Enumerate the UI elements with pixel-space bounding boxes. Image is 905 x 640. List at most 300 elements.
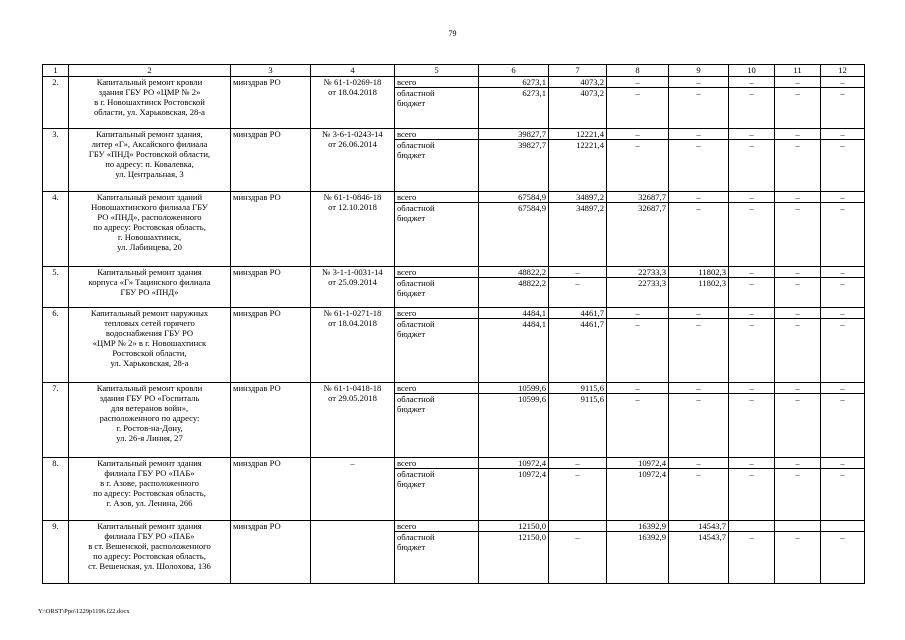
table-row [43,77,865,129]
expertise-doc-line: от 18.04.2018 [328,318,377,328]
value-line: – [749,140,754,150]
funding-source-line: бюджет [397,479,426,489]
value-line: – [775,383,820,394]
object-name-line: Капитальный ремонт здания [97,267,202,277]
funding-source-line: всего [395,383,478,394]
value-cell-c7 [549,383,607,458]
value-cell-c10 [729,521,775,584]
value-cell-c11 [775,383,821,458]
value-line: – [775,192,820,203]
value-cell-c6 [479,192,549,267]
object-name-line: ул. Лабинцева, 20 [117,242,182,252]
value-cell-c7 [549,458,607,521]
value-line: – [696,319,701,329]
value-line: – [575,469,580,479]
value-cell-c12 [821,77,865,129]
value-line: – [821,129,864,140]
value-line: – [821,308,864,319]
value-line: – [696,394,701,404]
value-line: – [840,319,845,329]
row-number: 8. [43,458,69,521]
value-line: – [840,278,845,288]
object-name-line: в г. Азове, расположенного [100,478,199,488]
value-line: 10599,6 [518,394,546,404]
value-cell-c8 [607,308,669,383]
value-cell-c12 [821,192,865,267]
value-line: 34897,2 [549,192,606,203]
value-line: – [607,77,668,88]
value-line: – [775,458,820,469]
object-name-line: области, ул. Харьковская, 28-а [93,107,205,117]
value-line: – [607,308,668,319]
funding-source-line: областной [397,469,435,479]
page-number: 79 [448,29,457,38]
value-cell-c8 [607,521,669,584]
value-line: 67584,9 [518,203,546,213]
funding-source-line: областной [397,203,435,213]
value-line: – [729,458,774,469]
value-cell-c6 [479,77,549,129]
value-line: – [729,129,774,140]
value-line: – [669,458,728,469]
object-name [69,458,231,521]
value-cell-c10 [729,77,775,129]
value-cell-c7 [549,77,607,129]
value-line: 6273,1 [522,88,546,98]
value-cell-c10 [729,267,775,308]
object-name-line: Ростовской области, [112,348,187,358]
funding-source-line: всего [395,77,478,88]
funding-source-line: бюджет [397,150,426,160]
value-line: – [749,88,754,98]
value-cell-c10 [729,129,775,192]
object-name [69,308,231,383]
funding-source-line: областной [397,532,435,542]
header-cell: 3 [231,65,311,77]
funding-source [395,129,479,192]
value-cell-c12 [821,383,865,458]
value-line: – [749,394,754,404]
expertise-doc-line: – [350,458,355,468]
value-line: – [795,319,800,329]
value-line: – [840,88,845,98]
funding-source-line: областной [397,278,435,288]
value-cell-c6 [479,521,549,584]
value-line: – [575,278,580,288]
object-name-line: ГБУ «ПНД» Ростовской области, [88,149,211,159]
value-line: 10972,4 [479,458,548,469]
value-line: 12221,4 [549,129,606,140]
value-line: 12150,0 [518,532,546,542]
value-cell-c12 [821,458,865,521]
agency: минздрав РО [231,129,311,192]
value-line: 4484,1 [479,308,548,319]
value-line: 10972,4 [607,458,668,469]
value-line: – [729,308,774,319]
table-row [43,192,865,267]
value-line: – [840,140,845,150]
value-line: 67584,9 [479,192,548,203]
value-line: 10599,6 [479,383,548,394]
funding-source-line: областной [397,394,435,404]
value-line: 22733,3 [638,278,666,288]
funding-source [395,383,479,458]
value-line: – [821,383,864,394]
header-cell: 4 [311,65,395,77]
value-cell-c6 [479,129,549,192]
funding-source-line: всего [395,521,478,532]
funding-source-line: всего [395,267,478,278]
value-cell-c6 [479,458,549,521]
header-cell: 2 [69,65,231,77]
value-cell-c11 [775,267,821,308]
object-name-line: по адресу: Ростовская область, [93,551,206,561]
funding-source-line: областной [397,140,435,150]
value-line: – [635,319,640,329]
object-name [69,267,231,308]
row-number: 5. [43,267,69,308]
value-line: – [607,383,668,394]
value-cell-c11 [775,521,821,584]
value-line: – [821,192,864,203]
value-line [821,521,864,532]
object-name-line: по адресу: п. Ковалевка, [105,159,194,169]
value-line: 4461,7 [549,308,606,319]
object-name-line: Новошахтинского филиала ГБУ [91,202,208,212]
table-row [43,458,865,521]
funding-source [395,308,479,383]
object-name-line: ул. Харьковская, 28-а [110,358,189,368]
row-number: 3. [43,129,69,192]
expertise-doc [311,77,395,129]
value-line: – [821,77,864,88]
expertise-doc-line: от 12.10.2018 [328,202,377,212]
value-line: – [669,129,728,140]
row-number: 9. [43,521,69,584]
expertise-doc [311,383,395,458]
expertise-doc-line: № 61-1-0418-18 [323,383,382,393]
object-name-line: водоснабжения ГБУ РО [105,328,194,338]
funding-source-line: бюджет [397,213,426,223]
value-line [729,521,774,532]
object-name-line: здания ГБУ РО «ЦМР № 2» [98,87,201,97]
expertise-doc-line: от 18.04.2018 [328,87,377,97]
value-line [775,521,820,532]
value-line: – [635,394,640,404]
value-cell-c6 [479,308,549,383]
header-cell: 8 [607,65,669,77]
table-row [43,308,865,383]
expertise-doc [311,458,395,521]
value-cell-c7 [549,129,607,192]
header-cell: 7 [549,65,607,77]
value-line: 10972,4 [518,469,546,479]
value-cell-c11 [775,77,821,129]
value-cell-c9 [669,267,729,308]
funding-source-line: всего [395,192,478,203]
value-line: – [840,394,845,404]
value-cell-c6 [479,383,549,458]
value-line: 11802,3 [669,267,728,278]
header-cell: 1 [43,65,69,77]
value-cell-c7 [549,308,607,383]
value-line: – [749,203,754,213]
value-cell-c9 [669,192,729,267]
value-line: 4461,7 [580,319,604,329]
funding-source [395,77,479,129]
agency: минздрав РО [231,458,311,521]
object-name-line: по адресу: Ростовская область, [93,488,206,498]
value-cell-c12 [821,308,865,383]
funding-source-line: всего [395,129,478,140]
value-cell-c12 [821,267,865,308]
value-cell-c8 [607,267,669,308]
value-line: 48822,2 [479,267,548,278]
value-line: – [775,77,820,88]
value-line: – [696,88,701,98]
header-cell: 6 [479,65,549,77]
value-cell-c8 [607,129,669,192]
object-name-line: г. Новошахтинск, [117,232,182,242]
table-row [43,267,865,308]
object-name [69,383,231,458]
agency: минздрав РО [231,308,311,383]
value-line: 32687,7 [607,192,668,203]
value-line: – [696,469,701,479]
expertise-doc-line: № 61-1-0271-18 [323,308,382,318]
value-line: – [821,458,864,469]
value-cell-c12 [821,521,865,584]
funding-source-line: областной [397,88,435,98]
value-cell-c8 [607,383,669,458]
table-row [43,383,865,458]
funding-source-line: бюджет [397,404,426,414]
value-cell-c9 [669,77,729,129]
object-name-line: ст. Вешенская, ул. Шолохова, 136 [88,561,211,571]
value-line: – [795,469,800,479]
value-line: 4073,2 [580,88,604,98]
header-cell: 12 [821,65,865,77]
value-line: 34897,2 [576,203,604,213]
object-name-line: ул. 26-я Линия, 27 [116,433,183,443]
expertise-doc [311,129,395,192]
agency: минздрав РО [231,267,311,308]
value-line: 14543,7 [698,532,726,542]
value-cell-c8 [607,458,669,521]
object-name [69,77,231,129]
object-name-line: по адресу: Ростовская область, [93,222,206,232]
value-line: – [795,278,800,288]
value-cell-c9 [669,308,729,383]
value-line: 32687,7 [638,203,666,213]
value-line: 4484,1 [522,319,546,329]
value-cell-c7 [549,267,607,308]
object-name-line: г. Ростов-на-Дону, [116,423,183,433]
value-line: 39827,7 [518,140,546,150]
object-name-line: филиала ГБУ РО «ПАБ» [104,468,195,478]
object-name-line: в ст. Вешенской, расположенного [88,541,211,551]
funding-source-line: бюджет [397,288,426,298]
value-cell-c10 [729,308,775,383]
object-name-line: в г. Новошахтинск Ростовской [94,97,205,107]
value-line: – [795,203,800,213]
object-name-line: литер «Г», Аксайского филиала [91,139,208,149]
object-name-line: ул. Центральная, 3 [115,169,184,179]
value-cell-c11 [775,129,821,192]
funding-source [395,458,479,521]
value-line: 9115,6 [580,394,604,404]
funding-source [395,192,479,267]
expertise-doc [311,521,395,584]
value-line: – [749,319,754,329]
value-line: – [729,383,774,394]
value-cell-c11 [775,308,821,383]
value-cell-c12 [821,129,865,192]
value-line: – [729,77,774,88]
value-line: – [669,383,728,394]
value-cell-c11 [775,458,821,521]
row-number: 2. [43,77,69,129]
value-line: 9115,6 [549,383,606,394]
value-line: – [549,267,606,278]
value-cell-c11 [775,192,821,267]
funding-source-line: всего [395,308,478,319]
funding-source [395,267,479,308]
value-line: – [795,140,800,150]
object-name-line: Капитальный ремонт зданий [96,192,203,202]
table-body [43,65,865,584]
object-name-line: Капитальный ремонт здания, [96,129,203,139]
budget-table [42,64,865,584]
header-row [43,65,865,77]
footer-file-path: Y:\ORST\Ppo\1229p1196.f22.docx [38,608,130,615]
value-line: 22733,3 [607,267,668,278]
value-line: – [795,88,800,98]
row-number: 6. [43,308,69,383]
expertise-doc-line: от 25.09.2014 [328,277,377,287]
object-name-line: Капитальный ремонт наружных [90,308,209,318]
agency: минздрав РО [231,383,311,458]
header-cell: 11 [775,65,821,77]
header-cell: 9 [669,65,729,77]
value-line: – [795,532,800,542]
value-line: – [669,77,728,88]
value-line: – [635,140,640,150]
object-name-line: г. Азов, ул. Ленина, 266 [106,498,193,508]
funding-source-line: бюджет [397,542,426,552]
expertise-doc-line: № 3-1-1-0031-14 [322,267,383,277]
value-line: – [775,308,820,319]
value-line: 14543,7 [669,521,728,532]
value-cell-c9 [669,521,729,584]
value-line: – [729,267,774,278]
value-line: – [696,140,701,150]
value-line: 10972,4 [638,469,666,479]
value-line: 16392,9 [607,521,668,532]
object-name-line: Капитальный ремонт кровли [96,383,203,393]
expertise-doc-line: № 3-6-1-0243-14 [322,129,383,139]
value-cell-c9 [669,458,729,521]
value-line: 39827,7 [479,129,548,140]
value-line: – [729,192,774,203]
value-cell-c7 [549,521,607,584]
funding-source-line: бюджет [397,329,426,339]
value-line: – [775,267,820,278]
header-cell: 5 [395,65,479,77]
value-line: 4073,2 [549,77,606,88]
value-line: – [775,129,820,140]
row-number: 4. [43,192,69,267]
object-name-line: корпуса «Г» Тацинского филиала [88,277,211,287]
value-line: – [840,532,845,542]
value-line: – [840,203,845,213]
value-line: 48822,2 [518,278,546,288]
value-line: – [795,394,800,404]
expertise-doc [311,308,395,383]
value-line: 11802,3 [698,278,726,288]
value-cell-c8 [607,192,669,267]
value-cell-c9 [669,129,729,192]
agency: минздрав РО [231,521,311,584]
value-line: 12221,4 [576,140,604,150]
value-cell-c6 [479,267,549,308]
value-line: – [821,267,864,278]
object-name-line: Капитальный ремонт здания [97,521,202,531]
value-line: – [635,88,640,98]
expertise-doc-line: № 61-1-0269-18 [323,77,382,87]
value-cell-c10 [729,192,775,267]
value-line [549,521,606,532]
object-name-line: Капитальный ремонт здания [97,458,202,468]
row-number: 7. [43,383,69,458]
expertise-doc [311,192,395,267]
object-name-line: расположенного по адресу: [99,413,200,423]
value-cell-c7 [549,192,607,267]
value-line: – [749,469,754,479]
expertise-doc [311,267,395,308]
header-cell: 10 [729,65,775,77]
value-line: – [749,278,754,288]
value-line: – [696,203,701,213]
value-line: 6273,1 [479,77,548,88]
value-line: – [749,532,754,542]
value-cell-c10 [729,458,775,521]
table-row [43,521,865,584]
value-cell-c8 [607,77,669,129]
object-name [69,192,231,267]
object-name-line: РО «ПНД», расположенного [97,212,202,222]
object-name-line: ГБУ РО «ПНД» [120,287,179,297]
funding-source-line: областной [397,319,435,329]
agency: минздрав РО [231,77,311,129]
agency: минздрав РО [231,192,311,267]
value-line: – [669,192,728,203]
object-name-line: здания ГБУ РО «Госпиталь [99,393,200,403]
object-name-line: тепловых сетей горячего [104,318,195,328]
value-line: 16392,9 [638,532,666,542]
funding-source [395,521,479,584]
object-name [69,129,231,192]
expertise-doc-line: от 26.06.2014 [328,139,377,149]
object-name-line: «ЦМР № 2» в г. Новошахтинск [92,338,207,348]
value-line: – [669,308,728,319]
value-line: 12150,0 [479,521,548,532]
object-name-line: Капитальный ремонт кровли [96,77,203,87]
funding-source-line: всего [395,458,478,469]
value-cell-c10 [729,383,775,458]
object-name-line: для ветеранов войн», [110,403,189,413]
object-name [69,521,231,584]
